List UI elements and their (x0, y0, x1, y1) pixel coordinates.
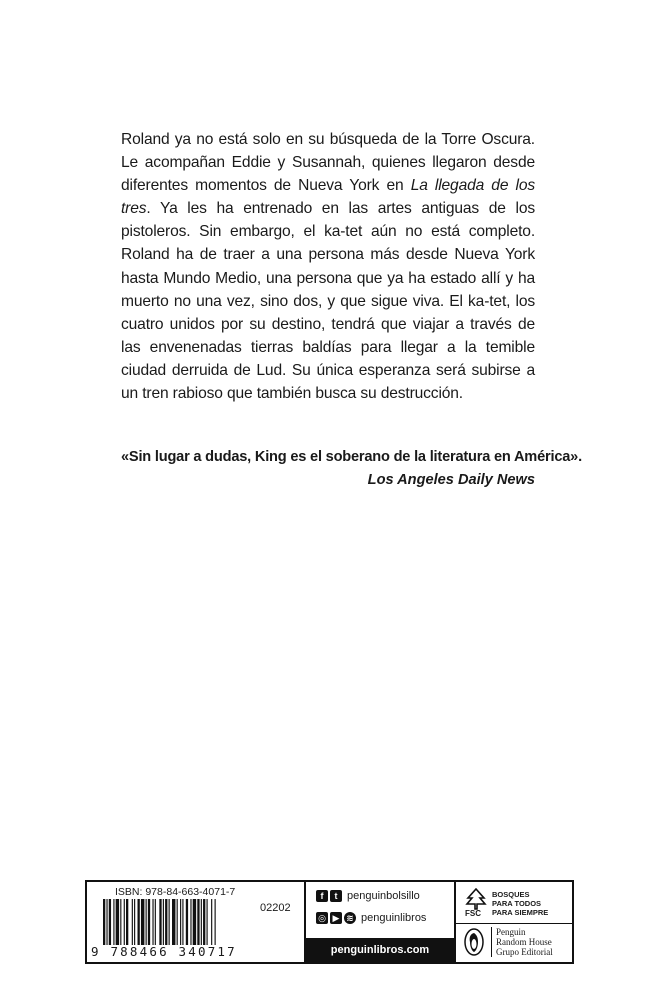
barcode-bar (132, 899, 133, 945)
barcode-bar (193, 899, 196, 945)
review-quote: «Sin lugar a dudas, King es el soberano de la literatura en América». (121, 449, 582, 465)
barcode-bar (141, 899, 144, 945)
fsc-logo (464, 888, 568, 920)
facebook-icon[interactable]: f (316, 890, 328, 902)
barcode-image (103, 899, 253, 945)
fsc-slogan-line1: BOSQUES (492, 890, 530, 899)
social-handle-libros[interactable]: penguinlibros (361, 912, 427, 924)
barcode-bar (152, 899, 153, 945)
back-cover-blurb (121, 128, 535, 405)
prh-line1: Penguin (496, 927, 526, 937)
spotify-icon[interactable]: ≋ (344, 912, 356, 924)
barcode-bar (124, 899, 125, 945)
barcode-bar (148, 899, 150, 945)
barcode-bar (172, 899, 175, 945)
logos-divider (456, 923, 572, 924)
prh-line2: Random House (496, 937, 552, 947)
barcode-bar (177, 899, 178, 945)
instagram-icon[interactable]: ◎ (316, 912, 328, 924)
review-quote-source: Los Angeles Daily News (367, 472, 535, 488)
barcode-bar (165, 899, 167, 945)
barcode-bar (120, 899, 121, 945)
barcode-bar (103, 899, 105, 945)
price-code: 02202 (260, 902, 291, 914)
fsc-label: FSC (465, 909, 481, 918)
social-row-libros (316, 912, 426, 924)
barcode-bar (134, 899, 135, 945)
barcode-bar (146, 899, 147, 945)
prh-wordmark (491, 927, 553, 957)
barcode-bar (211, 899, 212, 945)
youtube-icon[interactable]: ▶ (330, 912, 342, 924)
barcode-bar (155, 899, 156, 945)
barcode-bar (138, 899, 140, 945)
barcode-bar (163, 899, 164, 945)
barcode-bar (182, 899, 183, 945)
barcode-bar (113, 899, 114, 945)
penguin-icon (464, 928, 484, 956)
barcode-bar (106, 899, 107, 945)
publisher-logos (454, 882, 572, 962)
website-link[interactable]: penguinlibros.com (306, 938, 454, 962)
twitter-icon[interactable]: t (330, 890, 342, 902)
blurb-text-part2: . Ya les ha entrenado en las artes antiguas de los pistoleros. Sin embargo, el ka-tet aún no está completo. Roland ha de traer a una persona más desde Nueva York hasta Mundo Medio, una persona que ya ha estado allí y ha muerto no una vez, sino dos, y que sigue viva. El ka-tet, los cuatro unidos por su destino, tendrá que viajar a través de las envenenadas tierras baldías para llegar a la temible ciudad derruida de Lud. Su única esperanza será subirse a un tren rabioso que también busca su destrucción. (121, 200, 535, 403)
barcode-digits: 9 788466 340717 (91, 944, 237, 959)
footer-info-box (85, 880, 574, 964)
barcode-bar (126, 899, 128, 945)
blurb-text-part1: Roland ya no está solo en su búsqueda de la Torre Oscura. Le acompañan Eddie y Susannah, quienes llegaron desde diferentes momentos de Nueva York en (121, 131, 535, 195)
barcode-bar (180, 899, 181, 945)
barcode-bar (203, 899, 205, 945)
barcode-bar (169, 899, 170, 945)
barcode-bar (186, 899, 188, 945)
social-handle-bolsillo[interactable]: penguinbolsillo (347, 890, 420, 902)
barcode-area (87, 882, 304, 962)
barcode-bar (197, 899, 199, 945)
barcode-bar (201, 899, 202, 945)
barcode-bar (109, 899, 111, 945)
fsc-slogan-line2: PARA TODOS (492, 899, 542, 908)
fsc-tree-icon (464, 888, 488, 910)
prh-logo (464, 927, 568, 959)
barcode-bar (116, 899, 119, 945)
barcode-bar (190, 899, 191, 945)
barcode-bar (215, 899, 216, 945)
social-links (304, 882, 454, 962)
fsc-slogan-line3: PARA SIEMPRE (492, 908, 549, 917)
social-row-bolsillo (316, 890, 420, 902)
barcode-bar (159, 899, 161, 945)
isbn-label: ISBN: 978-84-663-4071-7 (115, 886, 236, 898)
fsc-slogan (492, 890, 572, 917)
prh-line3: Grupo Editorial (496, 947, 553, 957)
barcode-bar (207, 899, 208, 945)
blurb-book-title: La llegada de los tres (121, 177, 535, 218)
